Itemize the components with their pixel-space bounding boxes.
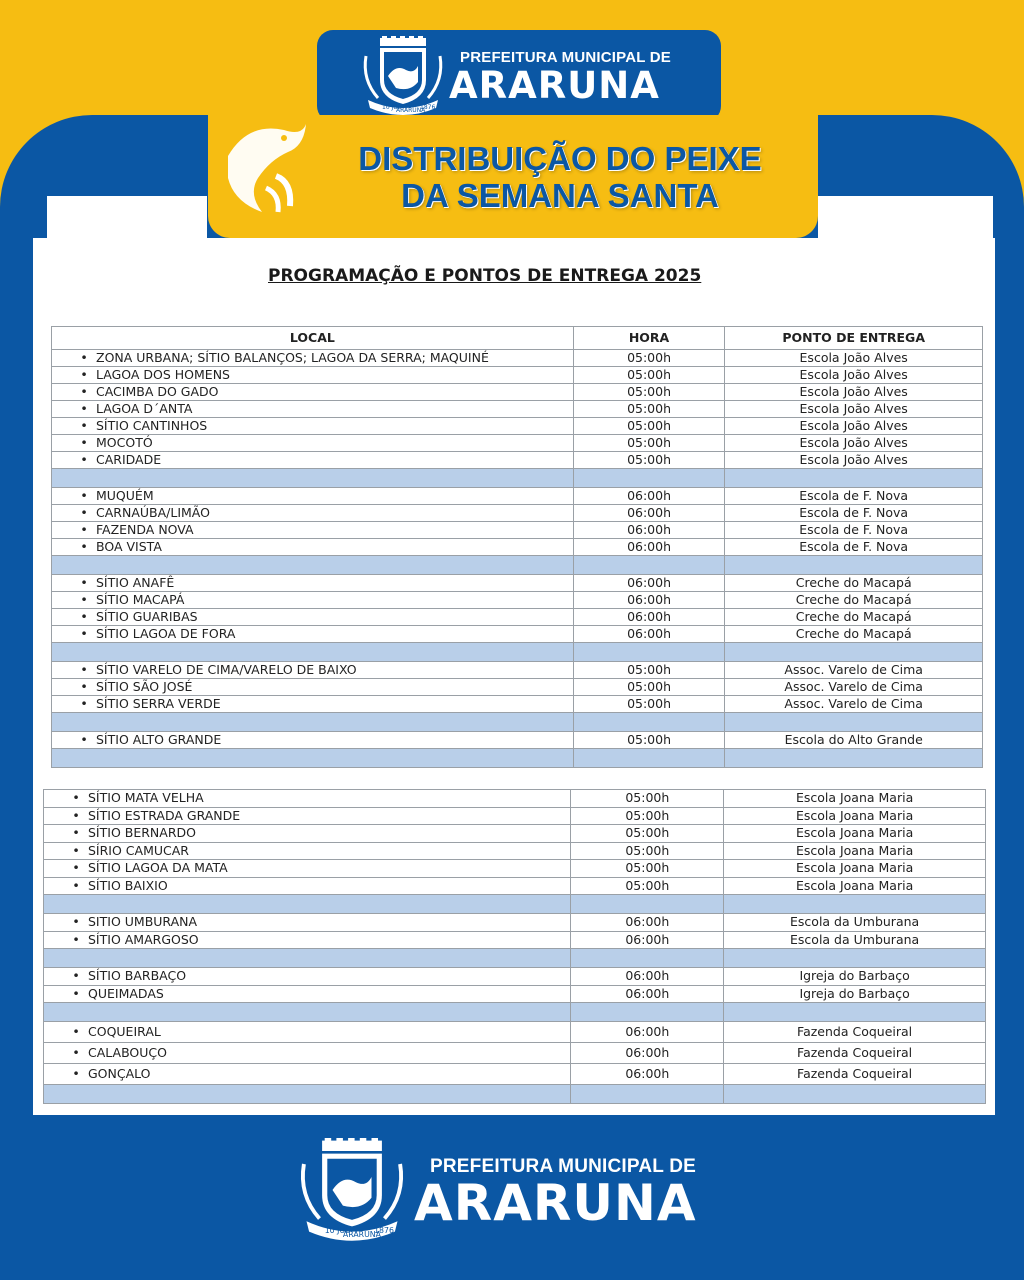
local-cell bbox=[44, 825, 571, 843]
bullet-icon: • bbox=[80, 609, 88, 624]
separator-cell bbox=[52, 749, 574, 768]
separator-cell bbox=[44, 1085, 571, 1104]
local-cell bbox=[52, 522, 574, 539]
group-separator-row bbox=[44, 895, 986, 914]
table-row bbox=[44, 968, 986, 986]
group-separator-row bbox=[44, 1085, 986, 1104]
local-cell bbox=[52, 418, 574, 435]
ponto-entrega-cell: Escola da Umburana bbox=[724, 931, 986, 949]
bullet-icon: • bbox=[80, 418, 88, 433]
fish-icon bbox=[218, 116, 310, 216]
local-name: CARIDADE bbox=[96, 452, 162, 467]
table-row bbox=[52, 505, 983, 522]
local-cell bbox=[52, 732, 574, 749]
ponto-entrega-cell: Escola de F. Nova bbox=[725, 505, 983, 522]
hora-cell: 06:00h bbox=[573, 609, 725, 626]
hora-cell: 05:00h bbox=[573, 384, 725, 401]
table-row bbox=[44, 1022, 986, 1043]
footer-crest-banner-left: 10 JUL bbox=[324, 1225, 350, 1235]
hora-cell: 06:00h bbox=[571, 914, 724, 932]
bullet-icon: • bbox=[80, 592, 88, 607]
hora-cell: 06:00h bbox=[571, 1022, 724, 1043]
separator-cell bbox=[573, 749, 725, 768]
separator-cell bbox=[571, 895, 724, 914]
ponto-entrega-cell: Escola de F. Nova bbox=[725, 522, 983, 539]
col-hora-header: HORA bbox=[573, 327, 725, 350]
crest-banner-right: 1876 bbox=[420, 104, 436, 111]
bullet-icon: • bbox=[80, 488, 88, 503]
crest-banner-mid: ARARUNA bbox=[396, 107, 426, 114]
local-cell bbox=[52, 350, 574, 367]
ponto-entrega-cell: Escola de F. Nova bbox=[725, 488, 983, 505]
bullet-icon: • bbox=[72, 825, 80, 840]
hora-cell: 06:00h bbox=[571, 1043, 724, 1064]
local-cell bbox=[44, 1022, 571, 1043]
hora-cell: 05:00h bbox=[571, 842, 724, 860]
local-name: SÍTIO ALTO GRANDE bbox=[96, 732, 222, 747]
footer-city-name: ARARUNA bbox=[414, 1174, 697, 1232]
hora-cell: 06:00h bbox=[573, 488, 725, 505]
ponto-entrega-cell: Creche do Macapá bbox=[725, 626, 983, 643]
hora-cell: 05:00h bbox=[571, 790, 724, 808]
bullet-icon: • bbox=[80, 401, 88, 416]
hora-cell: 05:00h bbox=[573, 350, 725, 367]
bullet-icon: • bbox=[80, 367, 88, 382]
local-name: SÍRIO CAMUCAR bbox=[88, 842, 189, 858]
local-name: SÍTIO MACAPÁ bbox=[96, 592, 185, 607]
hora-cell: 06:00h bbox=[571, 931, 724, 949]
local-cell bbox=[44, 985, 571, 1003]
local-cell bbox=[52, 626, 574, 643]
table-row bbox=[44, 807, 986, 825]
separator-cell bbox=[725, 749, 983, 768]
bullet-icon: • bbox=[72, 877, 80, 893]
separator-cell bbox=[44, 1003, 571, 1022]
local-cell bbox=[52, 662, 574, 679]
table-row bbox=[52, 522, 983, 539]
ponto-entrega-cell: Escola João Alves bbox=[725, 452, 983, 469]
table-row bbox=[44, 842, 986, 860]
local-cell bbox=[44, 931, 571, 949]
local-name: ZONA URBANA; SÍTIO BALANÇOS; LAGOA DA SERRA; MAQUINÉ bbox=[96, 350, 489, 365]
separator-cell bbox=[724, 895, 986, 914]
separator-cell bbox=[52, 556, 574, 575]
local-cell bbox=[52, 505, 574, 522]
hora-cell: 06:00h bbox=[573, 592, 725, 609]
bullet-icon: • bbox=[80, 539, 88, 554]
table-row bbox=[52, 662, 983, 679]
ponto-entrega-cell: Escola Joana Maria bbox=[724, 790, 986, 808]
local-cell bbox=[44, 968, 571, 986]
bullet-icon: • bbox=[72, 968, 80, 983]
local-cell bbox=[52, 609, 574, 626]
bullet-icon: • bbox=[80, 575, 88, 590]
hora-cell: 06:00h bbox=[573, 505, 725, 522]
local-name: MUQUÉM bbox=[96, 488, 154, 503]
footer-crest-banner-mid: ARARUNA bbox=[342, 1229, 381, 1239]
table-row bbox=[44, 914, 986, 932]
local-name: SÍTIO ANAFÊ bbox=[96, 575, 175, 590]
hora-cell: 05:00h bbox=[573, 435, 725, 452]
table-row bbox=[52, 367, 983, 384]
footer-crest-icon bbox=[296, 1138, 408, 1242]
ponto-entrega-cell: Escola Joana Maria bbox=[724, 807, 986, 825]
sheet-top-right bbox=[818, 196, 993, 240]
group-separator-row bbox=[52, 556, 983, 575]
table-row bbox=[52, 435, 983, 452]
table-row bbox=[44, 825, 986, 843]
local-cell bbox=[52, 401, 574, 418]
separator-cell bbox=[44, 895, 571, 914]
table-row bbox=[52, 696, 983, 713]
table-row bbox=[52, 350, 983, 367]
local-name: SÍTIO LAGOA DA MATA bbox=[88, 860, 228, 875]
local-name: SÍTIO GUARIBAS bbox=[96, 609, 198, 624]
hora-cell: 06:00h bbox=[573, 626, 725, 643]
ponto-entrega-cell: Escola Joana Maria bbox=[724, 860, 986, 878]
local-cell bbox=[52, 488, 574, 505]
ponto-entrega-cell: Escola João Alves bbox=[725, 435, 983, 452]
footer-prefeitura-label: PREFEITURA MUNICIPAL DE bbox=[430, 1156, 697, 1177]
bullet-icon: • bbox=[80, 435, 88, 450]
local-cell bbox=[52, 679, 574, 696]
ponto-entrega-cell: Escola João Alves bbox=[725, 401, 983, 418]
table-row bbox=[52, 626, 983, 643]
local-cell bbox=[52, 696, 574, 713]
city-crest-icon bbox=[360, 36, 446, 116]
separator-cell bbox=[44, 949, 571, 968]
ponto-entrega-cell: Escola da Umburana bbox=[724, 914, 986, 932]
separator-cell bbox=[52, 643, 574, 662]
local-cell bbox=[44, 1064, 571, 1085]
group-separator-row bbox=[44, 949, 986, 968]
bullet-icon: • bbox=[80, 350, 88, 365]
footer-brand bbox=[0, 1130, 1024, 1280]
table-row bbox=[44, 860, 986, 878]
separator-cell bbox=[573, 469, 725, 488]
bullet-icon: • bbox=[72, 807, 80, 823]
table-row bbox=[52, 609, 983, 626]
bullet-icon: • bbox=[80, 662, 88, 677]
ponto-entrega-cell: Igreja do Barbaço bbox=[724, 985, 986, 1003]
ponto-entrega-cell: Assoc. Varelo de Cima bbox=[725, 662, 983, 679]
table-row bbox=[52, 401, 983, 418]
separator-cell bbox=[52, 469, 574, 488]
group-separator-row bbox=[52, 713, 983, 732]
local-name: SÍTIO BERNARDO bbox=[88, 825, 196, 840]
local-name: CACIMBA DO GADO bbox=[96, 384, 219, 399]
table-row bbox=[52, 592, 983, 609]
separator-cell bbox=[724, 1085, 986, 1104]
local-cell bbox=[44, 1043, 571, 1064]
hora-cell: 06:00h bbox=[573, 522, 725, 539]
table-row bbox=[52, 575, 983, 592]
table-row bbox=[44, 1064, 986, 1085]
separator-cell bbox=[571, 1085, 724, 1104]
bullet-icon: • bbox=[72, 790, 80, 805]
local-cell bbox=[52, 384, 574, 401]
ponto-entrega-cell: Escola do Alto Grande bbox=[725, 732, 983, 749]
table-row bbox=[44, 1043, 986, 1064]
separator-cell bbox=[725, 469, 983, 488]
group-separator-row bbox=[44, 1003, 986, 1022]
ponto-entrega-cell: Escola João Alves bbox=[725, 367, 983, 384]
local-name: LAGOA DOS HOMENS bbox=[96, 367, 230, 382]
schedule-table-2 bbox=[43, 789, 986, 1104]
hora-cell: 06:00h bbox=[573, 539, 725, 556]
local-name: SÍTIO VARELO DE CIMA/VARELO DE BAIXO bbox=[96, 662, 357, 677]
local-cell bbox=[44, 877, 571, 895]
ponto-entrega-cell: Escola João Alves bbox=[725, 418, 983, 435]
hora-cell: 05:00h bbox=[573, 401, 725, 418]
separator-cell bbox=[52, 713, 574, 732]
ponto-entrega-cell: Escola Joana Maria bbox=[724, 842, 986, 860]
separator-cell bbox=[573, 713, 725, 732]
hora-cell: 06:00h bbox=[571, 968, 724, 986]
col-ponto-header: PONTO DE ENTREGA bbox=[725, 327, 983, 350]
bullet-icon: • bbox=[80, 626, 88, 641]
ponto-entrega-cell: Igreja do Barbaço bbox=[724, 968, 986, 986]
local-name: MOCOTÓ bbox=[96, 435, 153, 450]
table-header-row bbox=[52, 327, 983, 350]
col-local-header: LOCAL bbox=[52, 327, 574, 350]
local-cell bbox=[44, 914, 571, 932]
table-row bbox=[44, 931, 986, 949]
ponto-entrega-cell: Assoc. Varelo de Cima bbox=[725, 696, 983, 713]
hora-cell: 05:00h bbox=[571, 877, 724, 895]
hora-cell: 06:00h bbox=[571, 1064, 724, 1085]
local-name: GONÇALO bbox=[88, 1066, 151, 1081]
bullet-icon: • bbox=[80, 522, 88, 537]
ponto-entrega-cell: Creche do Macapá bbox=[725, 575, 983, 592]
group-separator-row bbox=[52, 643, 983, 662]
local-cell bbox=[44, 790, 571, 808]
hora-cell: 05:00h bbox=[571, 807, 724, 825]
ponto-entrega-cell: Escola João Alves bbox=[725, 384, 983, 401]
local-name: QUEIMADAS bbox=[88, 985, 164, 1001]
bullet-icon: • bbox=[72, 860, 80, 875]
bullet-icon: • bbox=[80, 452, 88, 467]
local-name: CARNAÚBA/LIMÃO bbox=[96, 505, 210, 520]
banner-title-line2: DA SEMANA SANTA bbox=[401, 177, 719, 214]
hora-cell: 06:00h bbox=[571, 985, 724, 1003]
local-cell bbox=[52, 592, 574, 609]
table-row bbox=[44, 877, 986, 895]
separator-cell bbox=[724, 949, 986, 968]
separator-cell bbox=[573, 643, 725, 662]
bullet-icon: • bbox=[80, 732, 88, 747]
ponto-entrega-cell: Creche do Macapá bbox=[725, 609, 983, 626]
local-cell bbox=[52, 367, 574, 384]
local-name: SÍTIO AMARGOSO bbox=[88, 931, 199, 947]
bullet-icon: • bbox=[72, 1024, 80, 1039]
hora-cell: 05:00h bbox=[573, 452, 725, 469]
table-row bbox=[52, 732, 983, 749]
separator-cell bbox=[571, 949, 724, 968]
local-name: BOA VISTA bbox=[96, 539, 162, 554]
banner-title bbox=[310, 140, 810, 214]
table-row bbox=[52, 488, 983, 505]
crest-banner-left: 10 JUL bbox=[382, 104, 402, 111]
ponto-entrega-cell: Fazenda Coqueiral bbox=[724, 1064, 986, 1085]
local-name: LAGOA D´ANTA bbox=[96, 401, 193, 416]
separator-cell bbox=[725, 556, 983, 575]
table-row bbox=[52, 418, 983, 435]
hora-cell: 05:00h bbox=[573, 679, 725, 696]
table-row bbox=[52, 679, 983, 696]
local-cell bbox=[52, 575, 574, 592]
bullet-icon: • bbox=[72, 931, 80, 947]
hora-cell: 05:00h bbox=[573, 367, 725, 384]
ponto-entrega-cell: Assoc. Varelo de Cima bbox=[725, 679, 983, 696]
hora-cell: 05:00h bbox=[571, 825, 724, 843]
bullet-icon: • bbox=[72, 914, 80, 929]
bullet-icon: • bbox=[80, 505, 88, 520]
local-name: SÍTIO BAIXIO bbox=[88, 877, 168, 893]
hora-cell: 06:00h bbox=[573, 575, 725, 592]
ponto-entrega-cell: Fazenda Coqueiral bbox=[724, 1043, 986, 1064]
bullet-icon: • bbox=[72, 1045, 80, 1060]
local-name: SÍTIO ESTRADA GRANDE bbox=[88, 807, 241, 823]
hora-cell: 05:00h bbox=[573, 732, 725, 749]
hora-cell: 05:00h bbox=[571, 860, 724, 878]
ponto-entrega-cell: Escola João Alves bbox=[725, 350, 983, 367]
header-city-name: ARARUNA bbox=[449, 64, 660, 107]
group-separator-row bbox=[52, 749, 983, 768]
local-name: SÍTIO CANTINHOS bbox=[96, 418, 208, 433]
table-row bbox=[52, 384, 983, 401]
table-row bbox=[44, 985, 986, 1003]
ponto-entrega-cell: Escola Joana Maria bbox=[724, 825, 986, 843]
local-name: SÍTIO SÃO JOSÉ bbox=[96, 679, 193, 694]
separator-cell bbox=[571, 1003, 724, 1022]
sheet-top-left bbox=[47, 196, 207, 240]
local-name: FAZENDA NOVA bbox=[96, 522, 194, 537]
local-name: SÍTIO BARBAÇO bbox=[88, 968, 187, 983]
bullet-icon: • bbox=[72, 985, 80, 1001]
header-prefeitura-label: PREFEITURA MUNICIPAL DE bbox=[460, 49, 671, 66]
local-name: COQUEIRAL bbox=[88, 1024, 161, 1039]
separator-cell bbox=[725, 643, 983, 662]
local-name: SÍTIO LAGOA DE FORA bbox=[96, 626, 236, 641]
hora-cell: 05:00h bbox=[573, 662, 725, 679]
ponto-entrega-cell: Creche do Macapá bbox=[725, 592, 983, 609]
bullet-icon: • bbox=[80, 679, 88, 694]
local-name: SÍTIO MATA VELHA bbox=[88, 790, 204, 805]
separator-cell bbox=[724, 1003, 986, 1022]
local-name: CALABOUÇO bbox=[88, 1045, 167, 1060]
footer-crest-banner-right: 1876 bbox=[374, 1225, 394, 1235]
group-separator-row bbox=[52, 469, 983, 488]
local-cell bbox=[52, 435, 574, 452]
hora-cell: 05:00h bbox=[573, 418, 725, 435]
bullet-icon: • bbox=[80, 384, 88, 399]
ponto-entrega-cell: Escola de F. Nova bbox=[725, 539, 983, 556]
separator-cell bbox=[725, 713, 983, 732]
ponto-entrega-cell: Escola Joana Maria bbox=[724, 877, 986, 895]
table-row bbox=[44, 790, 986, 808]
local-name: SÍTIO SERRA VERDE bbox=[96, 696, 221, 711]
separator-cell bbox=[573, 556, 725, 575]
local-cell bbox=[44, 842, 571, 860]
bullet-icon: • bbox=[72, 1066, 80, 1081]
ponto-entrega-cell: Fazenda Coqueiral bbox=[724, 1022, 986, 1043]
bullet-icon: • bbox=[72, 842, 80, 858]
schedule-table-1 bbox=[51, 326, 983, 768]
banner-title-line1: DISTRIBUIÇÃO DO PEIXE bbox=[358, 140, 762, 177]
local-cell bbox=[44, 807, 571, 825]
hora-cell: 05:00h bbox=[573, 696, 725, 713]
document-title: PROGRAMAÇÃO E PONTOS DE ENTREGA 2025 bbox=[268, 266, 702, 286]
local-cell bbox=[44, 860, 571, 878]
local-name: SITIO UMBURANA bbox=[88, 914, 198, 929]
local-cell bbox=[52, 539, 574, 556]
bullet-icon: • bbox=[80, 696, 88, 711]
local-cell bbox=[52, 452, 574, 469]
table-row bbox=[52, 539, 983, 556]
table-row bbox=[52, 452, 983, 469]
